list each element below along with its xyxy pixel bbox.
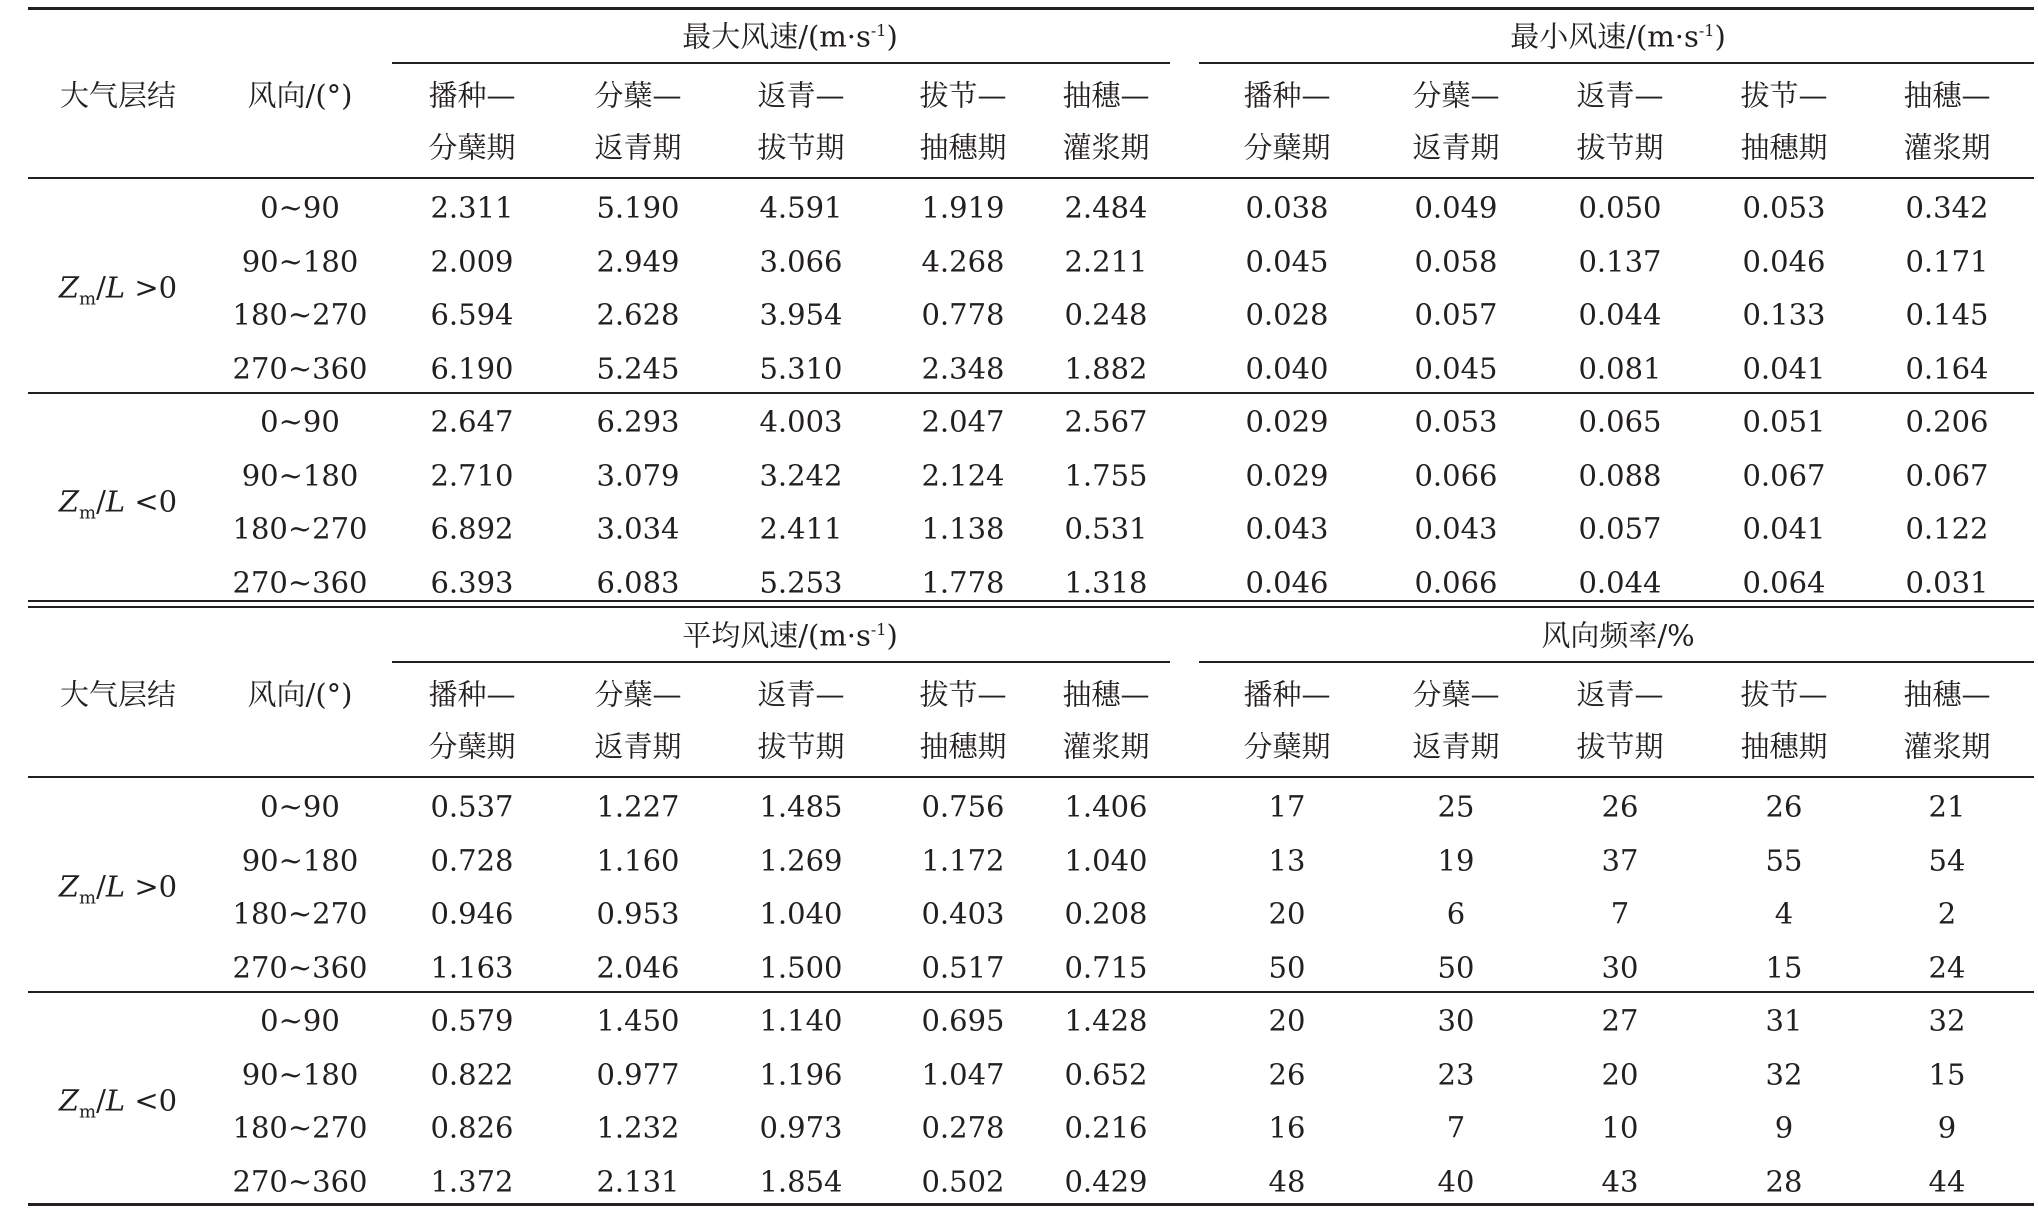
table-cell: 6.083	[596, 565, 680, 599]
table-cell: 0.278	[921, 1110, 1005, 1145]
table-cell: 0.044	[1578, 297, 1662, 332]
table-cell: 2.124	[921, 458, 1005, 492]
table-cell: 1.500	[759, 950, 843, 984]
column-header-period-line2: 抽穗期	[1740, 130, 1828, 165]
group-header-right: 最小风速$/(m\cdot s^{-1})$	[1510, 19, 1726, 54]
table-cell: 2.311	[430, 190, 514, 225]
table-cell: 0.046	[1245, 565, 1329, 599]
table-cell: 19	[1437, 843, 1475, 877]
table-cell: 0.122	[1905, 511, 1989, 546]
table-cell: 13	[1268, 843, 1306, 877]
table-cell: 3.954	[759, 297, 843, 332]
column-header-period-line2: 抽穗期	[919, 130, 1007, 165]
table-cell: 0.044	[1578, 565, 1662, 599]
table-cell: 26	[1601, 789, 1639, 824]
column-header-period-line2: 灌浆期	[1903, 729, 1991, 764]
table-cell: 0.502	[921, 1164, 1005, 1198]
table-cell: 15	[1765, 950, 1803, 984]
column-header-period-line1: 拔节—	[919, 78, 1007, 113]
table-cell: 0.756	[921, 789, 1005, 824]
column-header-direction: 风向/(°)	[247, 78, 353, 113]
table-cell: 2.046	[596, 950, 680, 984]
table-cell: 0.973	[759, 1110, 843, 1145]
column-header-period-line1: 拔节—	[1740, 677, 1828, 712]
table-cell: 1.040	[1064, 843, 1148, 877]
table-cell: 1.755	[1064, 458, 1148, 492]
column-header-period-line2: 拔节期	[1576, 130, 1664, 165]
table-cell: 28	[1765, 1164, 1803, 1198]
table-cell: 0.081	[1578, 351, 1662, 385]
stability-label-positive: $Z_m/L >0$	[58, 869, 178, 909]
table-cell: 0.031	[1905, 565, 1989, 599]
table-cell: 44	[1928, 1164, 1966, 1198]
column-header-stratification: 大气层结	[59, 677, 177, 712]
table-cell: 0.715	[1064, 950, 1148, 984]
table-cell: 1.232	[596, 1110, 680, 1145]
table-cell: 43	[1601, 1164, 1639, 1198]
table-cell: 2.647	[430, 404, 514, 439]
table-cell: 1.040	[759, 896, 843, 931]
column-header-period-line2: 灌浆期	[1903, 130, 1991, 165]
column-header-period-line2: 返青期	[1412, 130, 1500, 165]
cell-direction: 270~360	[232, 351, 368, 385]
column-header-period-line2: 灌浆期	[1062, 729, 1150, 764]
cell-direction: 270~360	[232, 1164, 368, 1198]
cell-direction: 270~360	[232, 950, 368, 984]
table-cell: 0.778	[921, 297, 1005, 332]
header-bottom-rule	[28, 776, 2034, 778]
table-cell: 1.227	[596, 789, 680, 824]
column-header-period-line2: 返青期	[594, 130, 682, 165]
column-header-period-line1: 播种—	[428, 78, 516, 113]
table-cell: 0.045	[1245, 244, 1329, 278]
table-cell: 0.208	[1064, 896, 1148, 931]
table-cell: 3.066	[759, 244, 843, 278]
table-cell: 1.196	[759, 1057, 843, 1091]
table-cell: 1.163	[430, 950, 514, 984]
table-cell: 0.826	[430, 1110, 514, 1145]
table-cell: 17	[1268, 789, 1306, 824]
cell-direction: 90~180	[241, 458, 359, 492]
table-cell: 1.450	[596, 1003, 680, 1038]
column-header-period-line1: 分蘖—	[594, 78, 682, 113]
cell-direction: 0~90	[260, 190, 340, 225]
column-header-period-line2: 分蘖期	[428, 729, 516, 764]
table-cell: 2.131	[596, 1164, 680, 1198]
table-cell: 0.057	[1414, 297, 1498, 332]
group-header-right: 风向频率/%	[1541, 618, 1695, 653]
table-cell: 0.206	[1905, 404, 1989, 439]
table-cell: 30	[1437, 1003, 1475, 1038]
column-header-period-line1: 抽穗—	[1903, 78, 1991, 113]
table-cell: 5.310	[759, 351, 843, 385]
table-cell: 1.854	[759, 1164, 843, 1198]
table-cell: 0.057	[1578, 511, 1662, 546]
column-header-period-line1: 拔节—	[1740, 78, 1828, 113]
cell-direction: 90~180	[241, 244, 359, 278]
table-cell: 0.053	[1414, 404, 1498, 439]
column-header-period-line2: 分蘖期	[428, 130, 516, 165]
table-cell: 15	[1928, 1057, 1966, 1091]
cell-direction: 0~90	[260, 789, 340, 824]
table-cell: 5.253	[759, 565, 843, 599]
table-cell: 0.429	[1064, 1164, 1148, 1198]
table-cell: 21	[1928, 789, 1966, 824]
table-cell: 55	[1765, 843, 1803, 877]
table-cell: 0.045	[1414, 351, 1498, 385]
section-divider-rule	[28, 600, 2034, 602]
column-header-period-line2: 拔节期	[757, 729, 845, 764]
table-cell: 0.067	[1905, 458, 1989, 492]
table-cell: 0.137	[1578, 244, 1662, 278]
table-cell: 0.946	[430, 896, 514, 931]
table-cell: 0.953	[596, 896, 680, 931]
table-cell: 23	[1437, 1057, 1475, 1091]
column-header-period-line1: 抽穗—	[1903, 677, 1991, 712]
table-cell: 6.594	[430, 297, 514, 332]
table-cell: 2.047	[921, 404, 1005, 439]
table-cell: 5.190	[596, 190, 680, 225]
table-cell: 1.778	[921, 565, 1005, 599]
table-cell: 0.977	[596, 1057, 680, 1091]
table-cell: 40	[1437, 1164, 1475, 1198]
table-cell: 16	[1268, 1110, 1306, 1145]
table-cell: 1.160	[596, 843, 680, 877]
table-cell: 26	[1268, 1057, 1306, 1091]
table-cell: 2.009	[430, 244, 514, 278]
table-cell: 24	[1928, 950, 1966, 984]
stability-group-rule	[28, 991, 2034, 993]
table-cell: 0.403	[921, 896, 1005, 931]
column-header-period-line2: 分蘖期	[1243, 729, 1331, 764]
table-cell: 0.049	[1414, 190, 1498, 225]
column-header-period-line1: 返青—	[757, 78, 845, 113]
table-cell: 9	[1937, 1110, 1957, 1145]
table-cell: 6.190	[430, 351, 514, 385]
column-header-period-line1: 返青—	[1576, 78, 1664, 113]
column-header-period-line2: 拔节期	[1576, 729, 1664, 764]
table-cell: 7	[1610, 896, 1630, 931]
table-cell: 1.318	[1064, 565, 1148, 599]
table-cell: 0.050	[1578, 190, 1662, 225]
cell-direction: 270~360	[232, 565, 368, 599]
table-cell: 0.029	[1245, 404, 1329, 439]
column-header-period-line1: 拔节—	[919, 677, 1007, 712]
table-cell: 20	[1268, 1003, 1306, 1038]
table-cell: 0.088	[1578, 458, 1662, 492]
column-header-direction: 风向/(°)	[247, 677, 353, 712]
column-header-period-line1: 返青—	[1576, 677, 1664, 712]
table-cell: 1.485	[759, 789, 843, 824]
table-cell: 9	[1774, 1110, 1794, 1145]
cell-direction: 90~180	[241, 1057, 359, 1091]
table-cell: 54	[1928, 843, 1966, 877]
table-cell: 32	[1928, 1003, 1966, 1038]
table-cell: 0.028	[1245, 297, 1329, 332]
column-header-period-line1: 播种—	[1243, 677, 1331, 712]
table-cell: 0.067	[1742, 458, 1826, 492]
column-header-period-line2: 抽穗期	[1740, 729, 1828, 764]
table-cell: 1.172	[921, 843, 1005, 877]
table-cell: 1.047	[921, 1057, 1005, 1091]
table-cell: 0.043	[1245, 511, 1329, 546]
cell-direction: 180~270	[232, 511, 368, 546]
column-header-period-line1: 分蘖—	[1412, 677, 1500, 712]
column-header-period-line1: 抽穗—	[1062, 677, 1150, 712]
column-header-period-line1: 播种—	[428, 677, 516, 712]
cell-direction: 0~90	[260, 1003, 340, 1038]
stability-label-positive: $Z_m/L >0$	[58, 270, 178, 310]
table-cell: 30	[1601, 950, 1639, 984]
table-cell: 0.531	[1064, 511, 1148, 546]
table-cell: 0.046	[1742, 244, 1826, 278]
stability-label-negative: $Z_m/L <0$	[58, 484, 178, 524]
table-cell: 0.051	[1742, 404, 1826, 439]
column-header-period-line1: 抽穗—	[1062, 78, 1150, 113]
column-header-period-line2: 抽穗期	[919, 729, 1007, 764]
table-cell: 0.065	[1578, 404, 1662, 439]
table-cell: 1.138	[921, 511, 1005, 546]
table-cell: 6.293	[596, 404, 680, 439]
table-cell: 0.579	[430, 1003, 514, 1038]
group-underline-right	[1199, 661, 2034, 663]
table-cell: 0.029	[1245, 458, 1329, 492]
table-cell: 5.245	[596, 351, 680, 385]
table-cell: 0.695	[921, 1003, 1005, 1038]
table-cell: 1.140	[759, 1003, 843, 1038]
table-cell: 1.428	[1064, 1003, 1148, 1038]
table-cell: 0.342	[1905, 190, 1989, 225]
table-cell: 2.211	[1064, 244, 1148, 278]
table-cell: 6.393	[430, 565, 514, 599]
column-header-period-line1: 分蘖—	[594, 677, 682, 712]
table-cell: 1.269	[759, 843, 843, 877]
table-cell: 0.066	[1414, 458, 1498, 492]
table-cell: 0.248	[1064, 297, 1148, 332]
table-cell: 2.949	[596, 244, 680, 278]
column-header-period-line2: 分蘖期	[1243, 130, 1331, 165]
table-cell: 50	[1268, 950, 1306, 984]
table-cell: 0.043	[1414, 511, 1498, 546]
column-header-stratification: 大气层结	[59, 78, 177, 113]
table-cell: 0.652	[1064, 1057, 1148, 1091]
table-cell: 0.040	[1245, 351, 1329, 385]
column-header-period-line1: 返青—	[757, 677, 845, 712]
table-cell: 0.041	[1742, 351, 1826, 385]
table-cell: 48	[1268, 1164, 1306, 1198]
table-top-rule	[28, 7, 2034, 10]
table-cell: 32	[1765, 1057, 1803, 1091]
group-underline-left	[392, 62, 1170, 64]
table-cell: 4.591	[759, 190, 843, 225]
table-cell: 50	[1437, 950, 1475, 984]
group-underline-left	[392, 661, 1170, 663]
table-cell: 0.058	[1414, 244, 1498, 278]
table-cell: 1.882	[1064, 351, 1148, 385]
table-cell: 0.064	[1742, 565, 1826, 599]
table-cell: 0.038	[1245, 190, 1329, 225]
table-cell: 0.053	[1742, 190, 1826, 225]
table-cell: 2	[1937, 896, 1957, 931]
table-cell: 7	[1446, 1110, 1466, 1145]
table-cell: 10	[1601, 1110, 1639, 1145]
table-cell: 0.164	[1905, 351, 1989, 385]
cell-direction: 0~90	[260, 404, 340, 439]
table-cell: 0.171	[1905, 244, 1989, 278]
table-cell: 2.484	[1064, 190, 1148, 225]
table-cell: 2.348	[921, 351, 1005, 385]
column-header-period-line2: 灌浆期	[1062, 130, 1150, 165]
table-cell: 31	[1765, 1003, 1803, 1038]
table-cell: 2.567	[1064, 404, 1148, 439]
table-cell: 0.216	[1064, 1110, 1148, 1145]
table-cell: 3.242	[759, 458, 843, 492]
stability-label-negative: $Z_m/L <0$	[58, 1083, 178, 1123]
table-cell: 1.406	[1064, 789, 1148, 824]
table-cell: 20	[1268, 896, 1306, 931]
table-cell: 1.372	[430, 1164, 514, 1198]
group-header-left: 最大风速$/(m\cdot s^{-1})$	[682, 19, 898, 54]
table-cell: 25	[1437, 789, 1475, 824]
section-divider-rule	[28, 606, 2034, 608]
column-header-period-line1: 分蘖—	[1412, 78, 1500, 113]
cell-direction: 180~270	[232, 896, 368, 931]
table-cell: 0.041	[1742, 511, 1826, 546]
table-cell: 26	[1765, 789, 1803, 824]
table-cell: 6	[1446, 896, 1466, 931]
group-underline-right	[1199, 62, 2034, 64]
cell-direction: 90~180	[241, 843, 359, 877]
group-header-left: 平均风速$/(m\cdot s^{-1})$	[682, 618, 898, 653]
column-header-period-line2: 返青期	[1412, 729, 1500, 764]
cell-direction: 180~270	[232, 1110, 368, 1145]
table-cell: 2.710	[430, 458, 514, 492]
table-cell: 0.517	[921, 950, 1005, 984]
column-header-period-line1: 播种—	[1243, 78, 1331, 113]
header-bottom-rule	[28, 177, 2034, 179]
table-cell: 3.079	[596, 458, 680, 492]
table-cell: 6.892	[430, 511, 514, 546]
table-cell: 4.268	[921, 244, 1005, 278]
table-cell: 2.628	[596, 297, 680, 332]
table-cell: 37	[1601, 843, 1639, 877]
table-cell: 0.133	[1742, 297, 1826, 332]
table-cell: 2.411	[759, 511, 843, 546]
table-cell: 4.003	[759, 404, 843, 439]
table-cell: 0.728	[430, 843, 514, 877]
table-cell: 0.145	[1905, 297, 1989, 332]
column-header-period-line2: 返青期	[594, 729, 682, 764]
table-cell: 4	[1774, 896, 1794, 931]
table-cell: 0.537	[430, 789, 514, 824]
table-bottom-rule	[28, 1203, 2034, 1206]
table-cell: 0.822	[430, 1057, 514, 1091]
column-header-period-line2: 拔节期	[757, 130, 845, 165]
table-cell: 0.066	[1414, 565, 1498, 599]
stability-group-rule	[28, 392, 2034, 394]
table-cell: 1.919	[921, 190, 1005, 225]
table-cell: 27	[1601, 1003, 1639, 1038]
table-cell: 20	[1601, 1057, 1639, 1091]
cell-direction: 180~270	[232, 297, 368, 332]
table-cell: 3.034	[596, 511, 680, 546]
